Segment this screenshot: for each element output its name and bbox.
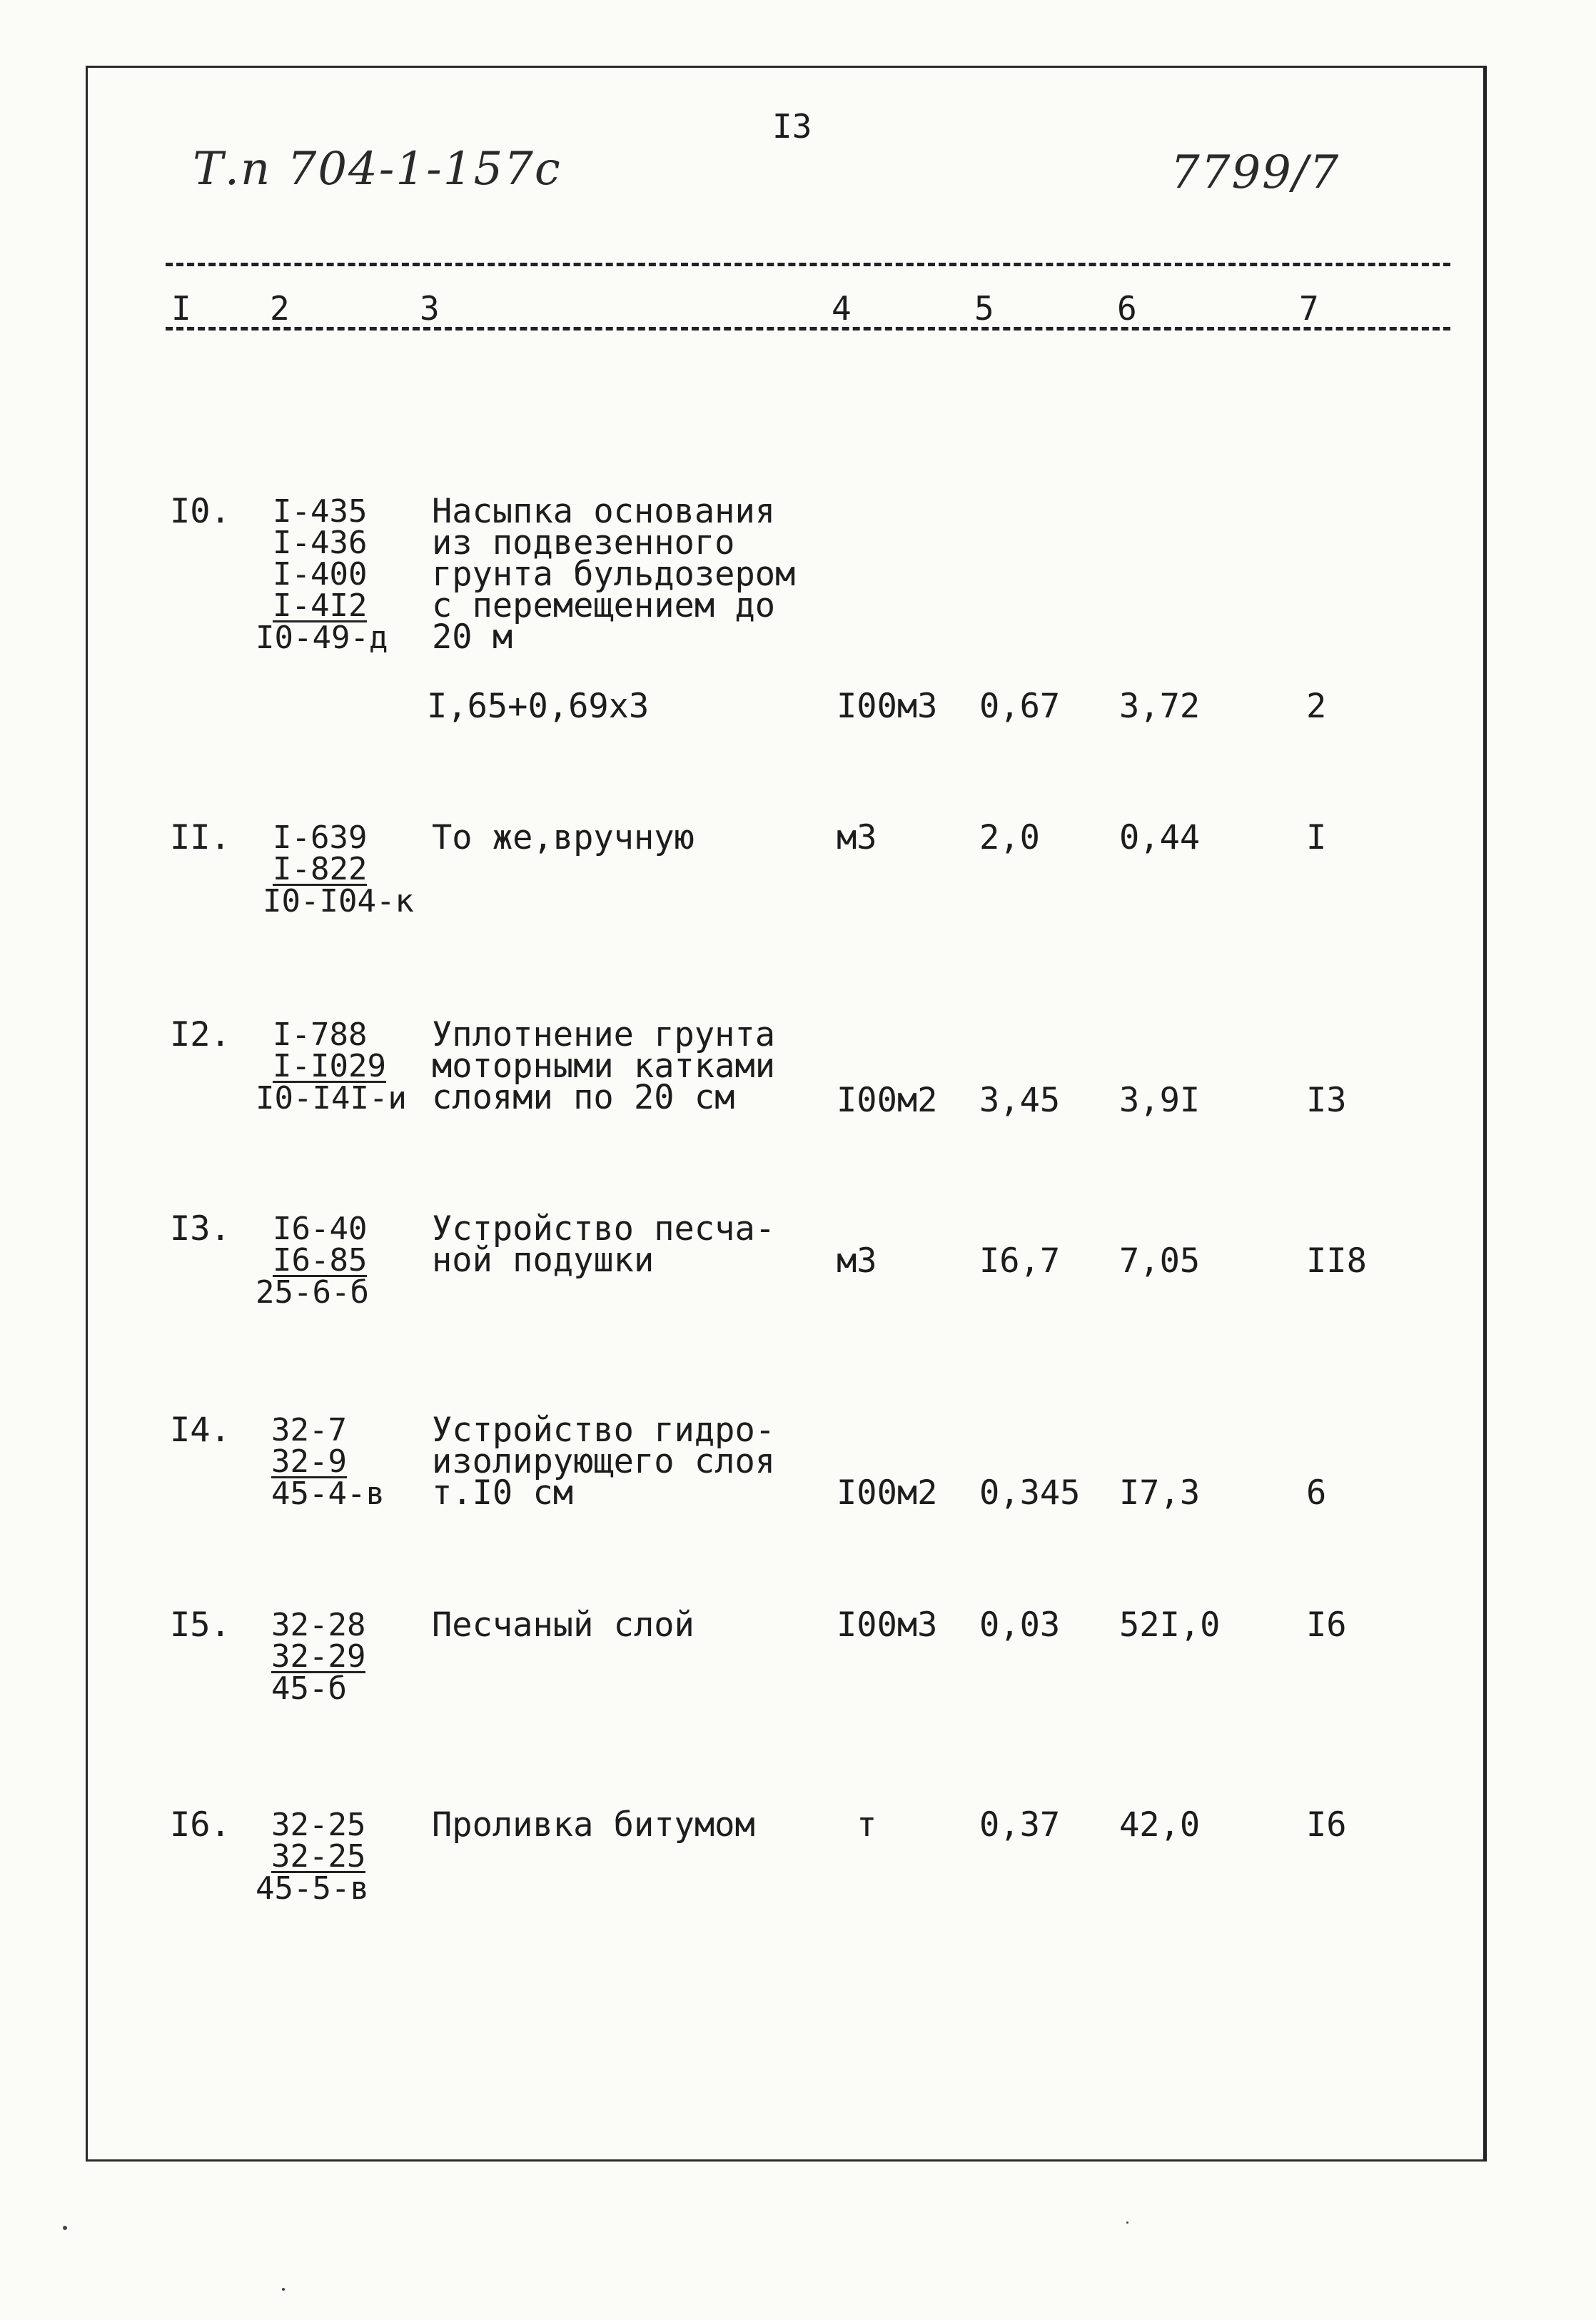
column-header-2: 2 [270, 289, 290, 328]
scan-speck [282, 2288, 285, 2291]
unit-price: 52I,0 [1119, 1605, 1221, 1645]
norm-code: I-822 [273, 851, 368, 887]
work-description: Песчаный слой [432, 1605, 695, 1645]
column-header-7: 7 [1299, 289, 1319, 328]
unit-price: 7,05 [1119, 1241, 1201, 1281]
total-cost: II8 [1306, 1241, 1367, 1281]
total-cost: I6 [1306, 1805, 1347, 1845]
quantity: 0,37 [979, 1805, 1061, 1845]
norm-code: I-I029 [273, 1048, 386, 1084]
total-cost: I3 [1306, 1081, 1347, 1120]
unit-price: 42,0 [1119, 1805, 1201, 1845]
quantity: 0,345 [979, 1473, 1081, 1513]
row-number: I2. [170, 1015, 231, 1054]
norm-code: 25-6-б [256, 1274, 369, 1311]
norm-codes [256, 493, 388, 656]
quantity: 3,45 [979, 1081, 1061, 1120]
unit-price: I7,3 [1119, 1473, 1201, 1513]
total-cost: 2 [1306, 687, 1327, 726]
norm-code: I6-85 [273, 1242, 368, 1278]
norm-code: 45-4-в [271, 1476, 385, 1512]
norm-codes [271, 1607, 366, 1707]
work-description: То же,вручную [432, 818, 695, 857]
norm-code: 45-5-в [256, 1870, 369, 1907]
norm-code: I6-40 [273, 1211, 368, 1247]
unit: м3 [837, 818, 877, 857]
norm-code: 32-9 [271, 1443, 347, 1480]
quantity: I6,7 [979, 1241, 1061, 1281]
unit: I00м2 [837, 1473, 938, 1513]
quantity-formula: I,65+0,69х3 [427, 687, 650, 726]
quantity: 0,67 [979, 687, 1061, 726]
unit: т [857, 1805, 877, 1845]
norm-codes [271, 1412, 385, 1512]
column-header-3: 3 [420, 289, 440, 328]
unit-price: 0,44 [1119, 818, 1201, 857]
unit-price: 3,72 [1119, 687, 1201, 726]
unit-price: 3,9I [1119, 1081, 1201, 1120]
scan-speck [63, 2226, 67, 2230]
norm-codes [256, 1019, 407, 1114]
norm-code: I0-I4I-и [256, 1080, 407, 1116]
header-rule-top [166, 263, 1450, 266]
unit: I00м3 [837, 687, 938, 726]
row-number: I4. [170, 1411, 231, 1450]
work-description: Уплотнение грунта моторными катками слоями по 20 см [432, 1015, 776, 1117]
sheet-code: 7799/7 [1171, 146, 1340, 199]
norm-code: 45-б [271, 1670, 347, 1707]
header-rule-bottom [166, 327, 1450, 331]
unit: м3 [837, 1241, 877, 1281]
scan-speck [1126, 2221, 1128, 2224]
column-header-1: I [171, 289, 191, 328]
row-number: I0. [170, 492, 231, 531]
norm-codes [256, 1211, 369, 1311]
work-description: Устройство гидро- изолирующего слоя т.I0 см [432, 1411, 776, 1513]
norm-code: 32-7 [271, 1412, 347, 1448]
row-number: II. [170, 818, 231, 857]
row-number: I6. [170, 1805, 231, 1845]
total-cost: 6 [1306, 1473, 1327, 1513]
row-number: I5. [170, 1605, 231, 1645]
column-header-6: 6 [1117, 289, 1137, 328]
norm-code: 32-25 [271, 1807, 366, 1843]
work-description: Устройство песча- ной подушки [432, 1209, 776, 1280]
norm-codes [263, 819, 414, 919]
unit: I00м3 [837, 1605, 938, 1645]
norm-code: 32-28 [271, 1607, 366, 1643]
norm-code: I-400 [273, 556, 368, 592]
work-description: Насыпка основания из подвезенного грунта бульдозером с перемещением до 20 м [432, 492, 796, 657]
norm-code: 32-25 [271, 1838, 366, 1875]
norm-codes [256, 1807, 369, 1907]
unit: I00м2 [837, 1081, 938, 1120]
norm-code: I-639 [273, 819, 368, 856]
page-number: I3 [772, 107, 812, 146]
document-code: Т.п 704-1-157с [193, 143, 562, 196]
norm-code: I-788 [273, 1017, 368, 1053]
norm-code: I-435 [273, 493, 368, 530]
total-cost: I6 [1306, 1605, 1347, 1645]
norm-code: I-436 [273, 525, 368, 561]
work-description: Проливка битумом [432, 1805, 755, 1845]
norm-code: 32-29 [271, 1638, 366, 1675]
quantity: 2,0 [979, 818, 1040, 857]
column-header-5: 5 [974, 289, 994, 328]
norm-code: I0-49-д [256, 620, 388, 656]
row-number: I3. [170, 1209, 231, 1249]
norm-code: I-4I2 [273, 587, 368, 624]
quantity: 0,03 [979, 1605, 1061, 1645]
total-cost: I [1306, 818, 1327, 857]
norm-code: I0-I04-к [263, 883, 414, 919]
column-header-4: 4 [832, 289, 852, 328]
